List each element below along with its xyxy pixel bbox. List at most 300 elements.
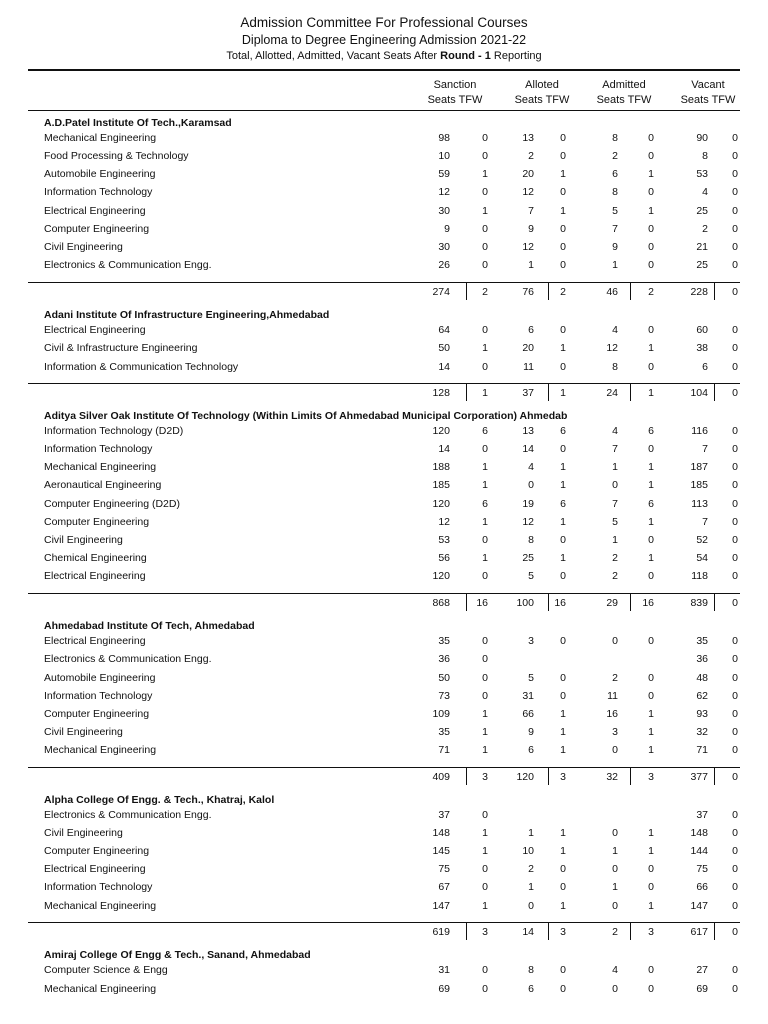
seat-value: 0 (732, 635, 738, 647)
seat-value: 0 (560, 672, 566, 684)
seat-value: 0 (482, 570, 488, 582)
seat-value: 1 (482, 461, 488, 473)
seat-value: 0 (482, 223, 488, 235)
seat-value: 1 (648, 827, 654, 839)
seat-value: 0 (732, 881, 738, 893)
table-row (0, 533, 768, 547)
seat-value: 0 (560, 964, 566, 976)
table-row (0, 707, 768, 721)
seat-value: 35 (438, 635, 450, 647)
table-row (0, 551, 768, 565)
total-value: 120 (516, 771, 534, 783)
seat-value: 0 (732, 672, 738, 684)
seat-value: 1 (560, 479, 566, 491)
course-name: Aeronautical Engineering (44, 479, 162, 491)
total-value: 46 (606, 286, 618, 298)
total-row (0, 285, 768, 299)
seat-value: 1 (528, 259, 534, 271)
seat-value: 0 (732, 516, 738, 528)
seat-value: 0 (612, 479, 618, 491)
table-row (0, 258, 768, 272)
total-value: 104 (690, 387, 708, 399)
seat-value: 144 (690, 845, 708, 857)
seat-value: 0 (648, 881, 654, 893)
seat-value: 1 (648, 516, 654, 528)
seat-value: 1 (482, 168, 488, 180)
seat-value: 0 (612, 863, 618, 875)
header-rule (28, 69, 740, 71)
seat-value: 73 (438, 690, 450, 702)
seat-value: 26 (438, 259, 450, 271)
seat-value: 1 (560, 708, 566, 720)
seat-value: 6 (482, 425, 488, 437)
seat-value: 1 (482, 845, 488, 857)
seat-value: 7 (612, 443, 618, 455)
seat-value: 0 (560, 881, 566, 893)
seat-value: 1 (612, 461, 618, 473)
seat-value: 1 (648, 205, 654, 217)
seat-value: 0 (732, 708, 738, 720)
seat-value: 8 (702, 150, 708, 162)
seat-value: 0 (732, 964, 738, 976)
seat-value: 31 (438, 964, 450, 976)
seat-value: 50 (438, 342, 450, 354)
seat-value: 0 (482, 653, 488, 665)
seat-value: 4 (612, 425, 618, 437)
seat-value: 5 (528, 672, 534, 684)
seat-value: 0 (732, 534, 738, 546)
seat-value: 4 (702, 186, 708, 198)
course-name: Civil Engineering (44, 241, 123, 253)
seat-value: 6 (560, 498, 566, 510)
seat-value: 4 (612, 324, 618, 336)
course-name: Computer Engineering (44, 223, 150, 235)
seat-value: 1 (482, 516, 488, 528)
total-value: 0 (732, 926, 738, 938)
seat-value: 11 (607, 690, 618, 702)
seat-value: 2 (528, 863, 534, 875)
total-value: 37 (522, 387, 534, 399)
total-value: 2 (482, 286, 488, 298)
seat-value: 0 (482, 983, 488, 995)
seat-value: 1 (648, 168, 654, 180)
seat-value: 185 (690, 479, 708, 491)
seat-value: 13 (522, 425, 534, 437)
total-value: 14 (522, 926, 534, 938)
seat-value: 0 (648, 983, 654, 995)
seat-value: 0 (482, 443, 488, 455)
seat-value: 0 (612, 827, 618, 839)
seat-value: 0 (528, 479, 534, 491)
seat-value: 0 (482, 534, 488, 546)
course-name: Information Technology (D2D) (44, 425, 184, 437)
seat-value: 2 (612, 150, 618, 162)
seat-value: 35 (696, 635, 708, 647)
seat-value: 0 (482, 150, 488, 162)
seat-value: 14 (438, 443, 450, 455)
seat-value: 16 (606, 708, 618, 720)
seat-value: 0 (528, 900, 534, 912)
seat-value: 6 (702, 361, 708, 373)
seat-value: 118 (691, 570, 708, 582)
course-name: Computer Science & Engg (44, 964, 168, 976)
total-value: 128 (432, 387, 450, 399)
seat-value: 0 (648, 186, 654, 198)
total-value: 0 (732, 597, 738, 609)
seat-value: 37 (696, 809, 708, 821)
seat-value: 53 (696, 168, 708, 180)
seat-value: 14 (522, 443, 534, 455)
seat-value: 0 (732, 223, 738, 235)
seat-value: 1 (528, 827, 534, 839)
seat-value: 120 (432, 570, 450, 582)
table-row (0, 341, 768, 355)
seat-value: 148 (690, 827, 708, 839)
seat-value: 6 (528, 744, 534, 756)
seat-value: 120 (432, 425, 450, 437)
seat-value: 0 (482, 132, 488, 144)
course-name: Computer Engineering (44, 708, 150, 720)
course-name: Mechanical Engineering (44, 900, 157, 912)
seat-value: 9 (528, 726, 534, 738)
seat-value: 90 (696, 132, 708, 144)
seat-value: 13 (522, 132, 534, 144)
seat-value: 71 (438, 744, 450, 756)
total-value: 0 (732, 771, 738, 783)
seat-value: 0 (560, 983, 566, 995)
total-row (0, 770, 768, 784)
seat-value: 0 (732, 900, 738, 912)
seat-value: 9 (528, 223, 534, 235)
total-value: 2 (560, 286, 566, 298)
seat-value: 0 (732, 443, 738, 455)
seat-value: 12 (522, 186, 534, 198)
seat-value: 27 (696, 964, 708, 976)
seat-value: 75 (438, 863, 450, 875)
seat-value: 12 (438, 516, 450, 528)
seat-value: 1 (482, 342, 488, 354)
table-row (0, 185, 768, 199)
seat-value: 5 (528, 570, 534, 582)
course-name: Automobile Engineering (44, 168, 156, 180)
seat-value: 25 (522, 552, 534, 564)
seat-value: 0 (732, 150, 738, 162)
table-row (0, 862, 768, 876)
seat-value: 30 (438, 241, 450, 253)
seat-value: 6 (560, 425, 566, 437)
seat-value: 0 (560, 132, 566, 144)
seat-value: 0 (732, 690, 738, 702)
seat-value: 0 (482, 186, 488, 198)
seat-value: 1 (560, 827, 566, 839)
seat-value: 7 (612, 498, 618, 510)
seat-value: 0 (648, 964, 654, 976)
seat-value: 1 (560, 744, 566, 756)
seat-value: 0 (612, 744, 618, 756)
column-header-top: Alloted (525, 79, 559, 91)
seat-value: 8 (612, 186, 618, 198)
seat-value: 0 (648, 635, 654, 647)
seat-value: 0 (732, 552, 738, 564)
seat-value: 75 (696, 863, 708, 875)
seat-value: 0 (732, 342, 738, 354)
seat-value: 0 (560, 150, 566, 162)
course-name: Electrical Engineering (44, 570, 146, 582)
total-value: 409 (432, 771, 450, 783)
seat-value: 69 (438, 983, 450, 995)
seat-value: 0 (612, 635, 618, 647)
total-value: 228 (690, 286, 708, 298)
seat-value: 109 (432, 708, 450, 720)
course-name: Electronics & Communication Engg. (44, 809, 212, 821)
seat-value: 0 (482, 241, 488, 253)
seat-value: 1 (648, 461, 654, 473)
seat-value: 25 (696, 259, 708, 271)
column-header-bottom: Seats TFW (596, 94, 652, 106)
seat-value: 59 (438, 168, 450, 180)
table-row (0, 671, 768, 685)
seat-value: 185 (432, 479, 450, 491)
table-row (0, 167, 768, 181)
seat-value: 0 (560, 443, 566, 455)
seat-value: 8 (528, 964, 534, 976)
table-row (0, 222, 768, 236)
seat-value: 0 (482, 635, 488, 647)
seat-value: 2 (612, 570, 618, 582)
seat-value: 2 (612, 552, 618, 564)
seat-value: 0 (560, 863, 566, 875)
seat-value: 0 (732, 845, 738, 857)
seat-value: 0 (732, 479, 738, 491)
seat-value: 71 (696, 744, 708, 756)
page-subtitle: Diploma to Degree Engineering Admission 2021-22 (241, 33, 527, 47)
total-value: 24 (606, 387, 618, 399)
total-value: 1 (648, 387, 654, 399)
table-row (0, 149, 768, 163)
total-value: 16 (642, 597, 654, 609)
column-header-top: Sanction (433, 79, 477, 91)
column-header-admitted (588, 78, 660, 108)
seat-value: 0 (648, 863, 654, 875)
seat-value: 0 (732, 425, 738, 437)
seat-value: 1 (482, 552, 488, 564)
seat-value: 66 (696, 881, 708, 893)
seat-value: 1 (482, 827, 488, 839)
table-row (0, 808, 768, 822)
seat-value: 1 (648, 552, 654, 564)
table-row (0, 360, 768, 374)
seat-value: 0 (648, 690, 654, 702)
seat-value: 1 (482, 479, 488, 491)
seat-value: 10 (522, 845, 534, 857)
course-name: Food Processing & Technology (44, 150, 189, 162)
total-value: 32 (606, 771, 618, 783)
column-header-sanction (420, 78, 490, 108)
table-row (0, 323, 768, 337)
table-row (0, 725, 768, 739)
seat-value: 1 (560, 726, 566, 738)
seat-value: 0 (482, 809, 488, 821)
seat-value: 4 (612, 964, 618, 976)
seat-value: 1 (528, 881, 534, 893)
seat-value: 0 (648, 324, 654, 336)
total-value: 617 (690, 926, 708, 938)
seat-value: 1 (482, 744, 488, 756)
column-header-top: Admitted (602, 79, 646, 91)
table-row (0, 478, 768, 492)
report-description-suffix: Reporting (490, 50, 542, 62)
seat-value: 0 (560, 223, 566, 235)
total-value: 868 (432, 597, 450, 609)
seat-value: 5 (612, 516, 618, 528)
seat-value: 1 (612, 845, 618, 857)
seat-value: 19 (522, 498, 534, 510)
seat-value: 20 (522, 342, 534, 354)
college-name: Alpha College Of Engg. & Tech., Khatraj, Kalol (44, 794, 275, 806)
course-name: Electrical Engineering (44, 635, 146, 647)
total-value: 2 (648, 286, 654, 298)
seat-value: 12 (522, 241, 534, 253)
page-title: Admission Committee For Professional Courses (240, 15, 528, 30)
seat-value: 6 (528, 324, 534, 336)
course-name: Civil & Infrastructure Engineering (44, 342, 198, 354)
seat-value: 53 (438, 534, 450, 546)
course-name: Electronics & Communication Engg. (44, 259, 212, 271)
seat-value: 1 (560, 168, 566, 180)
seat-value: 0 (560, 570, 566, 582)
total-value: 3 (648, 771, 654, 783)
seat-value: 0 (648, 570, 654, 582)
round-label: Round - 1 (440, 50, 491, 62)
seat-value: 1 (560, 900, 566, 912)
seat-value: 1 (648, 744, 654, 756)
seat-value: 0 (482, 863, 488, 875)
seat-value: 0 (732, 132, 738, 144)
seat-value: 0 (732, 259, 738, 271)
seat-value: 14 (438, 361, 450, 373)
total-row (0, 596, 768, 610)
seat-value: 67 (438, 881, 450, 893)
report-description (0, 50, 768, 62)
seat-value: 6 (648, 425, 654, 437)
college-name: Adani Institute Of Infrastructure Engineering,Ahmedabad (44, 309, 330, 321)
seat-value: 5 (612, 205, 618, 217)
seat-value: 9 (612, 241, 618, 253)
seat-value: 2 (702, 223, 708, 235)
seat-value: 0 (482, 672, 488, 684)
seat-value: 2 (612, 672, 618, 684)
seat-value: 7 (612, 223, 618, 235)
college-name: A.D.Patel Institute Of Tech.,Karamsad (44, 117, 232, 129)
total-value: 0 (732, 286, 738, 298)
seat-value: 0 (648, 361, 654, 373)
course-name: Electrical Engineering (44, 324, 146, 336)
seat-value: 0 (732, 863, 738, 875)
seat-value: 12 (606, 342, 618, 354)
seat-value: 9 (444, 223, 450, 235)
total-value: 619 (432, 926, 450, 938)
seat-value: 1 (648, 342, 654, 354)
seat-value: 7 (528, 205, 534, 217)
seat-value: 7 (702, 443, 708, 455)
seat-value: 0 (732, 570, 738, 582)
seat-value: 64 (438, 324, 450, 336)
seat-value: 0 (732, 186, 738, 198)
seat-value: 21 (696, 241, 708, 253)
seat-value: 1 (612, 259, 618, 271)
seat-value: 116 (691, 425, 708, 437)
seat-value: 62 (696, 690, 708, 702)
seat-value: 120 (432, 498, 450, 510)
seat-value: 35 (438, 726, 450, 738)
total-value: 16 (476, 597, 488, 609)
seat-value: 1 (560, 516, 566, 528)
course-name: Information Technology (44, 690, 153, 702)
course-name: Electronics & Communication Engg. (44, 653, 212, 665)
seat-value: 1 (648, 726, 654, 738)
seat-value: 0 (732, 809, 738, 821)
seat-value: 0 (648, 672, 654, 684)
college-name: Amiraj College Of Engg & Tech., Sanand, Ahmedabad (44, 949, 311, 961)
course-name: Electrical Engineering (44, 863, 146, 875)
course-name: Information Technology (44, 186, 153, 198)
table-row (0, 569, 768, 583)
college-name: Ahmedabad Institute Of Tech, Ahmedabad (44, 620, 255, 632)
seat-value: 0 (732, 653, 738, 665)
seat-value: 0 (482, 259, 488, 271)
course-name: Information & Communication Technology (44, 361, 239, 373)
seat-value: 148 (432, 827, 450, 839)
course-name: Electrical Engineering (44, 205, 146, 217)
seat-value: 0 (560, 534, 566, 546)
seat-value: 0 (732, 983, 738, 995)
total-row (0, 925, 768, 939)
total-value: 3 (560, 771, 566, 783)
seat-value: 0 (560, 361, 566, 373)
seat-value: 0 (560, 241, 566, 253)
seat-value: 69 (696, 983, 708, 995)
seat-value: 0 (732, 361, 738, 373)
seat-value: 147 (690, 900, 708, 912)
seat-value: 0 (648, 534, 654, 546)
column-header-bottom: Seats TFW (514, 94, 570, 106)
total-value: 274 (432, 286, 450, 298)
table-row (0, 743, 768, 757)
seat-value: 8 (528, 534, 534, 546)
seat-value: 32 (696, 726, 708, 738)
seat-value: 0 (732, 498, 738, 510)
total-value: 3 (482, 771, 488, 783)
seat-value: 0 (482, 690, 488, 702)
column-header-alloted (504, 78, 580, 108)
seat-value: 1 (560, 845, 566, 857)
column-header-rule (28, 110, 740, 111)
seat-value: 1 (482, 900, 488, 912)
seat-value: 38 (696, 342, 708, 354)
seat-value: 36 (438, 653, 450, 665)
table-row (0, 689, 768, 703)
seat-value: 37 (438, 809, 450, 821)
seat-value: 10 (438, 150, 450, 162)
table-row (0, 515, 768, 529)
total-value: 76 (522, 286, 534, 298)
course-name: Mechanical Engineering (44, 461, 157, 473)
seat-value: 1 (482, 205, 488, 217)
seat-value: 1 (648, 479, 654, 491)
table-row (0, 442, 768, 456)
table-row (0, 131, 768, 145)
table-row (0, 826, 768, 840)
